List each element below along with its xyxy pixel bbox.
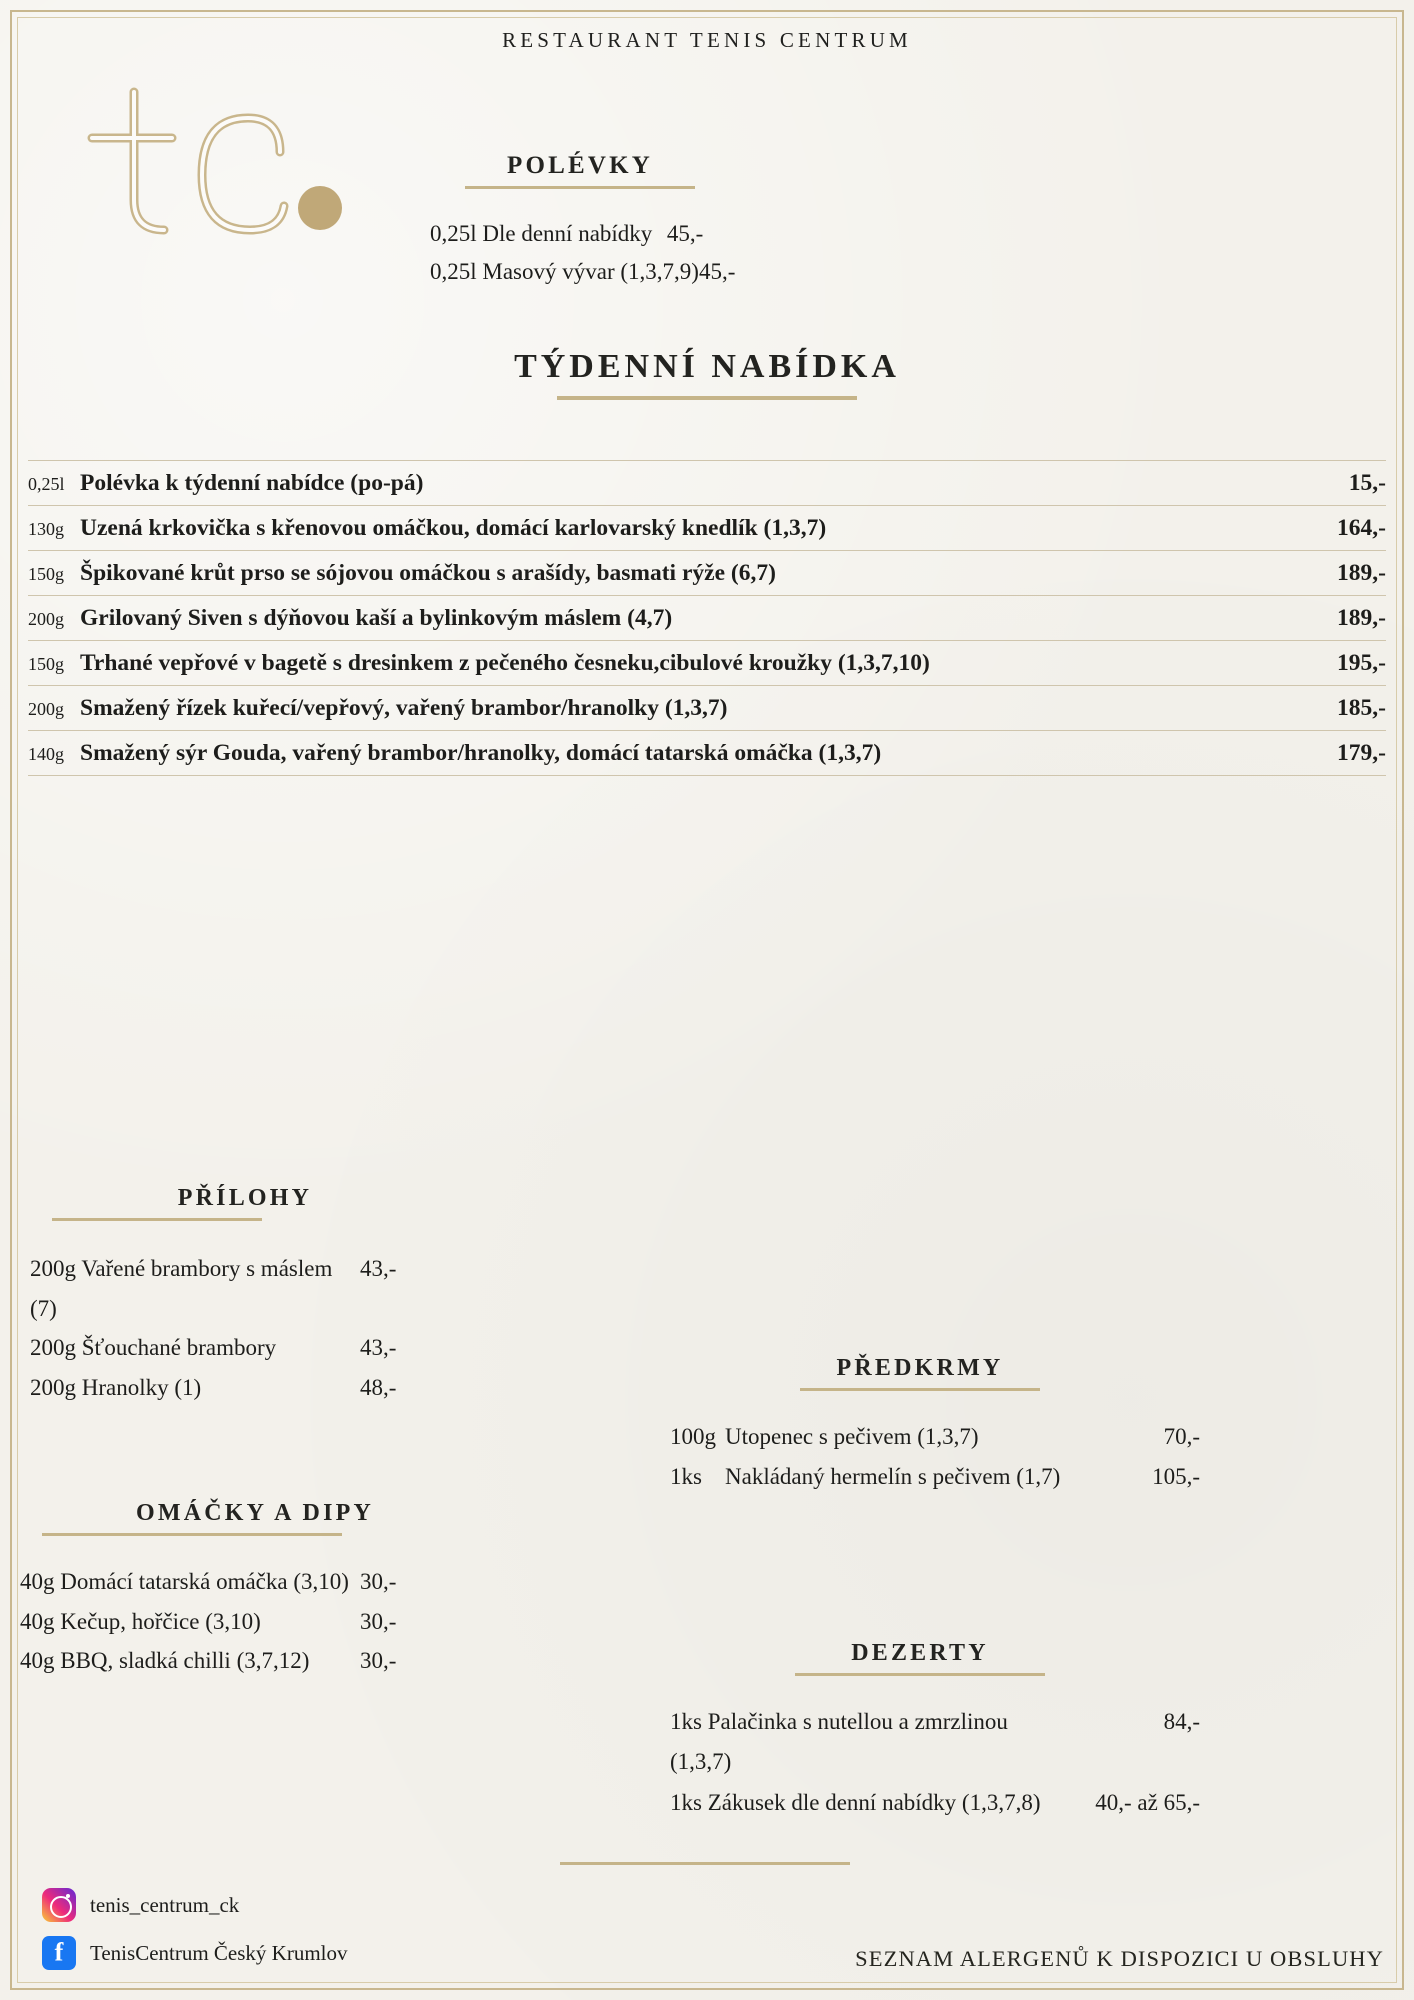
title-underline [800,1388,1040,1391]
item-weight: 130g [28,518,64,539]
list-item [430,215,730,253]
starters-list [640,1417,1200,1496]
instagram-link[interactable] [42,1888,348,1922]
section-title-soups: POLÉVKY [506,152,654,179]
allergens-note: SEZNAM ALERGENŮ K DISPOZICI U OBSLUHY [855,1946,1384,1971]
title-underline [52,1218,262,1221]
list-item [28,551,1386,596]
item-price: 45,- [698,258,736,284]
section-desserts [640,1640,1200,1823]
list-item [28,460,1386,506]
item-name: 200g Vařené brambory s máslem (7) [30,1256,333,1321]
facebook-icon [42,1936,76,1970]
section-title-sides: PŘÍLOHY [177,1185,313,1211]
sides-list [30,1249,460,1407]
list-item [670,1783,1200,1823]
section-title-starters: PŘEDKRMY [836,1355,1004,1381]
item-price: 30,- [360,1648,397,1674]
facebook-link[interactable] [42,1936,348,1970]
item-weight: 150g [28,653,64,674]
list-item [30,1249,460,1328]
desserts-list [640,1702,1200,1823]
title-underline [465,186,695,189]
item-name: 40g Kečup, hořčice (3,10) [20,1608,261,1634]
section-title-sauces: OMÁČKY A DIPY [135,1500,375,1526]
item-name: 40g Domácí tatarská omáčka (3,10) [20,1569,349,1594]
item-price: 84,- [1163,1709,1200,1734]
restaurant-name: RESTAURANT TENIS CENTRUM [502,28,912,52]
item-name: 1ks Palačinka s nutellou a zmrzlinou (1,3,7) [670,1709,1008,1775]
list-item [30,1368,460,1408]
title-underline [557,396,857,400]
item-name: 1ks Zákusek dle denní nabídky (1,3,7,8) [670,1789,1041,1815]
instagram-handle: tenis_centrum_ck [90,1892,240,1917]
item-name: Smažený sýr Gouda, vařený brambor/hranolky, domácí tatarská omáčka (1,3,7) [80,739,882,766]
item-price: 164,- [1337,514,1386,541]
item-price: 189,- [1337,604,1386,631]
item-name: Špikované krůt prso se sójovou omáčkou s arašídy, basmati rýže (6,7) [80,559,776,586]
item-weight: 140g [28,743,64,764]
item-price: 179,- [1337,739,1386,766]
item-price: 70,- [1163,1424,1200,1449]
section-soups [430,152,736,291]
sauces-list [20,1562,490,1681]
section-starters [640,1355,1200,1496]
weekly-list [28,460,1386,776]
list-item [28,506,1386,551]
list-item [28,731,1386,776]
title-underline [795,1673,1045,1676]
soups-list [430,215,736,291]
item-name: 0,25l Dle denní nabídky [430,221,653,246]
item-name: Utopenec s pečivem (1,3,7) [725,1424,979,1449]
section-weekly-header [0,348,1414,400]
item-name: Uzená krkovička s křenovou omáčkou, domácí karlovarský knedlík (1,3,7) [80,514,827,541]
item-price: 40,- až 65,- [1095,1789,1200,1815]
list-item [30,1328,460,1368]
item-name: Smažený řízek kuřecí/vepřový, vařený brambor/hranolky (1,3,7) [80,694,728,721]
item-name: Nakládaný hermelín s pečivem (1,7) [725,1463,1061,1489]
list-item [430,253,736,291]
item-price: 189,- [1337,559,1386,586]
item-price: 30,- [360,1569,397,1594]
item-weight: 200g [28,608,64,629]
list-item [28,686,1386,731]
item-weight: 1ks [670,1463,702,1489]
item-name: Grilovaný Siven s dýňovou kaší a bylinkovým máslem (4,7) [80,604,673,631]
item-price: 30,- [360,1608,397,1634]
list-item [20,1562,490,1602]
list-item [28,596,1386,641]
item-price: 15,- [1348,469,1386,496]
list-item [670,1417,1200,1457]
item-price: 43,- [360,1335,397,1361]
item-name: Trhané vepřové v bagetě s dresinkem z pečeného česneku,cibulové kroužky (1,3,7,10) [80,649,930,676]
item-price: 195,- [1337,649,1386,676]
title-underline [42,1533,342,1536]
item-name: 40g BBQ, sladká chilli (3,7,12) [20,1648,310,1674]
section-sauces [20,1500,490,1681]
social-links [42,1888,348,1970]
item-weight: 100g [670,1424,716,1449]
instagram-icon [42,1888,76,1922]
item-price: 105,- [1152,1463,1200,1489]
section-sides [30,1185,460,1407]
facebook-handle: TenisCentrum Český Krumlov [90,1940,348,1965]
item-weight: 150g [28,563,64,584]
item-name: 200g Šťouchané brambory [30,1335,277,1361]
item-price: 45,- [666,221,704,246]
item-name: 200g Hranolky (1) [30,1374,202,1400]
section-title-desserts: DEZERTY [851,1640,989,1666]
item-name: 0,25l Masový vývar (1,3,7,9) [430,258,699,284]
list-item [670,1702,1200,1783]
item-price: 43,- [360,1256,397,1281]
item-weight: 200g [28,698,64,719]
list-item [28,641,1386,686]
item-price: 185,- [1337,694,1386,721]
list-item [20,1641,490,1681]
item-name: Polévka k týdenní nabídce (po-pá) [80,469,424,496]
footer-divider [560,1862,850,1865]
item-price: 48,- [360,1374,397,1400]
list-item [20,1602,490,1642]
item-weight: 0,25l [28,473,65,494]
list-item [670,1457,1200,1497]
tc-logo [52,80,352,255]
section-title-weekly: TÝDENNÍ NABÍDKA [514,348,900,385]
